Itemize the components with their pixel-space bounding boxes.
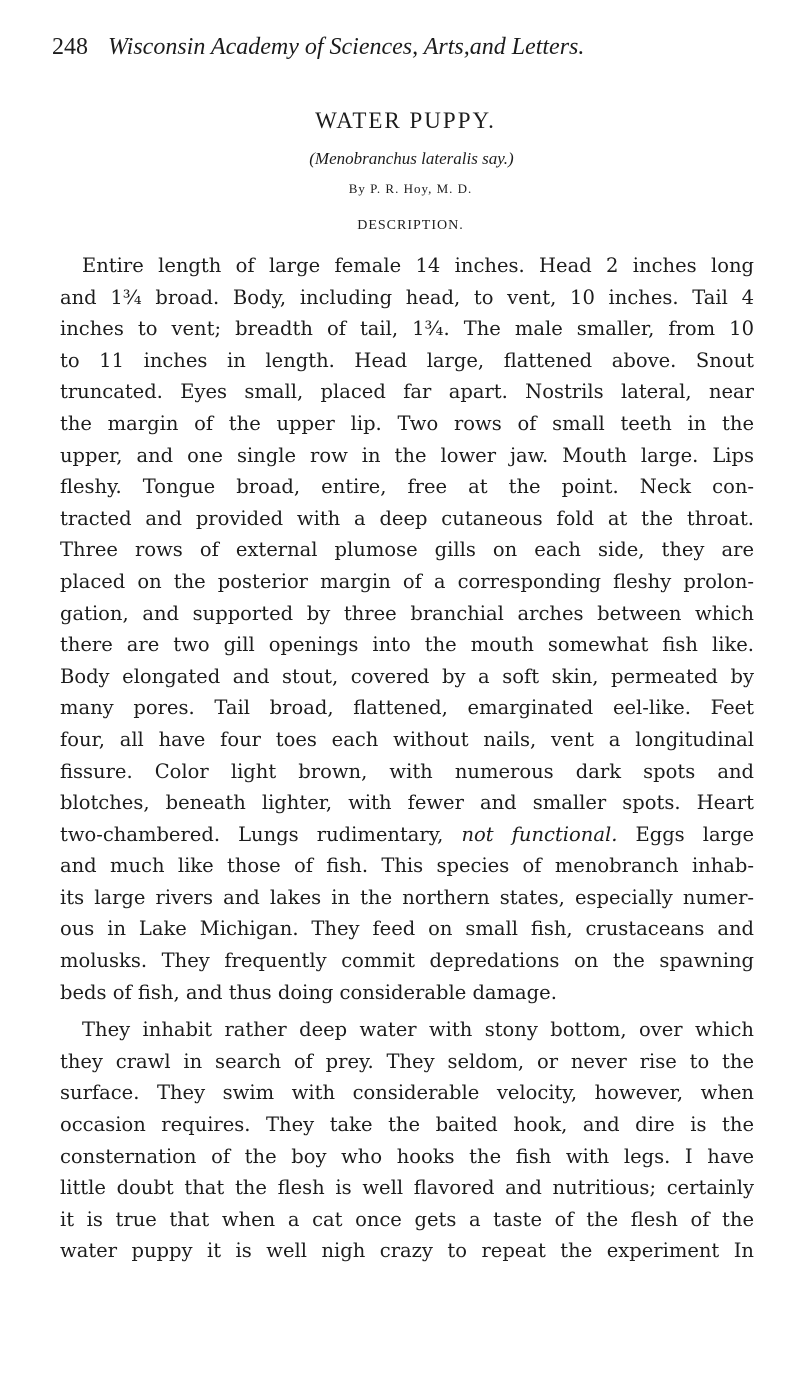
text-line: molusks. They frequently commit depredations on the spawning bbox=[60, 949, 754, 973]
text-line: Body elongated and stout, covered by a soft skin, permeated by bbox=[60, 664, 754, 688]
text-line: two-chambered. Lungs rudimentary, not functional. Eggs large bbox=[60, 822, 754, 846]
text-line: tracted and provided with a deep cutaneous fold at the throat. bbox=[60, 506, 754, 530]
text-line: beds of fish, and thus doing considerable damage. bbox=[60, 980, 557, 1004]
running-head bbox=[52, 34, 752, 66]
journal-title: Wisconsin Academy of Sciences, Arts,and Letters. bbox=[108, 34, 585, 60]
article-author: By P. R. Hoy, M. D. bbox=[348, 181, 473, 196]
text-line: occasion requires. They take the baited hook, and dire is the bbox=[60, 1113, 754, 1137]
section-heading: DESCRIPTION. bbox=[357, 218, 464, 233]
article-title: WATER PUPPY. bbox=[315, 108, 496, 133]
text-line: truncated. Eyes small, placed far apart. Nostrils lateral, near bbox=[60, 380, 754, 404]
text-line: they crawl in search of prey. They seldom, or never rise to the bbox=[60, 1049, 754, 1073]
article-body bbox=[60, 250, 754, 1267]
text-line: the margin of the upper lip. Two rows of small teeth in the bbox=[60, 411, 754, 435]
text-line: Entire length of large female 14 inches. Head 2 inches long bbox=[82, 254, 754, 277]
text-line: blotches, beneath lighter, with fewer and smaller spots. Heart bbox=[60, 791, 754, 815]
emphasis: not functional. bbox=[461, 822, 618, 846]
text-line: Three rows of external plumose gills on each side, they are bbox=[60, 538, 754, 562]
text-line: and 1¾ broad. Body, including head, to vent, 10 inches. Tail 4 bbox=[60, 285, 754, 309]
text-line: and much like those of fish. This species of menobranch inhab- bbox=[60, 854, 754, 878]
text-line: upper, and one single row in the lower jaw. Mouth large. Lips bbox=[60, 443, 754, 467]
text-line: gation, and supported by three branchial arches between which bbox=[60, 601, 754, 625]
text-line: inches to vent; breadth of tail, 1¾. The male smaller, from 10 bbox=[60, 317, 754, 341]
text-line: fleshy. Tongue broad, entire, free at the point. Neck con- bbox=[60, 475, 754, 499]
text-line: there are two gill openings into the mouth somewhat fish like. bbox=[60, 633, 754, 657]
text-line: fissure. Color light brown, with numerous dark spots and bbox=[60, 759, 754, 783]
text-line: to 11 inches in length. Head large, flattened above. Snout bbox=[60, 348, 754, 372]
page-number: 248 bbox=[52, 34, 88, 60]
text-line: They inhabit rather deep water with stony bottom, over which bbox=[82, 1018, 754, 1042]
text-line: four, all have four toes each without nails, vent a longitudinal bbox=[60, 727, 754, 751]
text-line: consternation of the boy who hooks the fish with legs. I have bbox=[60, 1144, 754, 1168]
text-line: little doubt that the flesh is well flavored and nutritious; certainly bbox=[60, 1176, 754, 1200]
text-line: surface. They swim with considerable velocity, however, when bbox=[60, 1081, 754, 1105]
text-line: many pores. Tail broad, flattened, emarginated eel-like. Feet bbox=[60, 696, 754, 720]
article-subtitle: (Menobranchus lateralis say.) bbox=[309, 149, 514, 168]
text-line: placed on the posterior margin of a corresponding fleshy prolon- bbox=[60, 569, 754, 593]
text-line: its large rivers and lakes in the northern states, especially numer- bbox=[60, 885, 754, 909]
text-line: it is true that when a cat once gets a taste of the flesh of the bbox=[60, 1207, 754, 1231]
text-line: ous in Lake Michigan. They feed on small fish, crustaceans and bbox=[60, 917, 754, 941]
text-line: water puppy it is well nigh crazy to repeat the experiment In bbox=[60, 1239, 754, 1263]
